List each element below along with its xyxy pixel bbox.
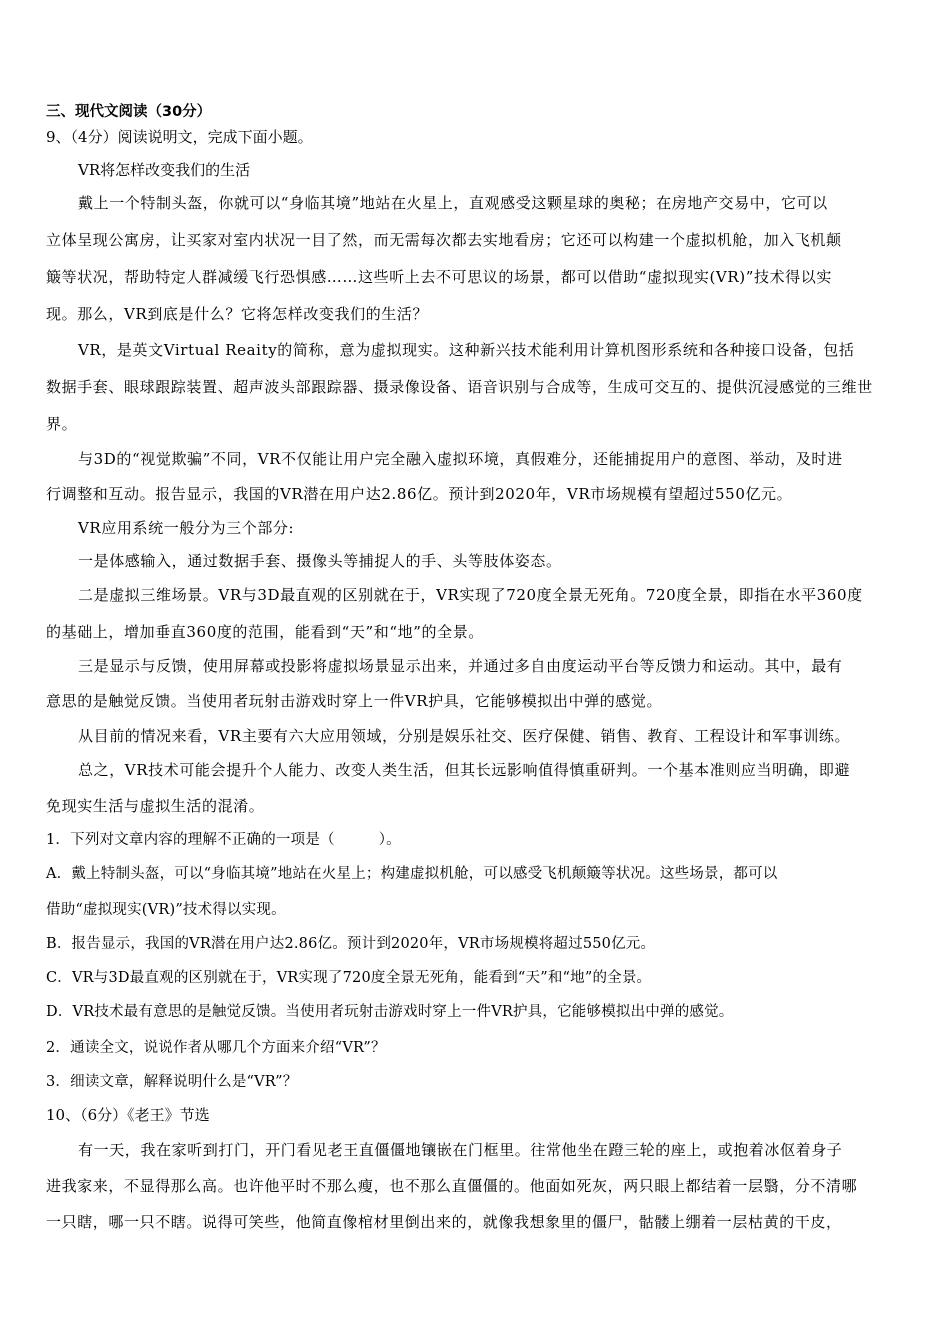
article-line: 簸等状况，帮助特定人群减缓飞行恐惧感……这些听上去不可思议的场景，都可以借助“虚拟现实(VR)”技术得以实 xyxy=(46,268,832,286)
q10-header: 10、（6分）《老王》节选 xyxy=(46,1106,210,1124)
option-c: C．VR与3D最直观的区别就在于，VR实现了720度全景无死角，能看到“天”和“地”的全景。 xyxy=(46,970,652,986)
option-d: D．VR技术最有意思的是触觉反馈。当使用者玩射击游戏时穿上一件VR护具，它能够模拟出中弹的感觉。 xyxy=(46,1004,734,1020)
article-line: 戴上一个特制头盔，你就可以“身临其境”地站在火星上，直观感受这颗星球的奥秘；在房地产交易中，它可以 xyxy=(78,194,828,212)
article-line: 意思的是触觉反馈。当使用者玩射击游戏时穿上一件VR护具，它能够模拟出中弹的感觉。 xyxy=(46,692,663,710)
article-line: 免现实生活与虚拟生活的混淆。 xyxy=(46,797,265,815)
sub-question-1 xyxy=(46,829,401,851)
article-line: 界。 xyxy=(46,415,78,433)
article-line: 现。那么，VR到底是什么？它将怎样改变我们的生活？ xyxy=(46,305,429,323)
sub-question-1-stem: 1．下列对文章内容的理解不正确的一项是（ xyxy=(46,832,335,848)
sub-question-3: 3．细读文章，解释说明什么是“VR”？ xyxy=(46,1074,298,1090)
article-line: 数据手套、眼球跟踪装置、超声波头部跟踪器、摄录像设备、语音识别与合成等，生成可交互的、提供沉浸感觉的三维世 xyxy=(46,378,873,396)
article-line: VR应用系统一般分为三个部分: xyxy=(78,519,295,537)
excerpt-line: 有一天，我在家听到打门，开门看见老王直僵僵地镶嵌在门框里。往常他坐在蹬三轮的座上，或抱着冰伛着身子 xyxy=(78,1141,843,1159)
article-line: 三是显示与反馈，使用屏幕或投影将虚拟场景显示出来，并通过多自由度运动平台等反馈力和运动。其中，最有 xyxy=(78,657,843,675)
article-line: VR，是英文Virtual Reaity的简称，意为虚拟现实。这种新兴技术能利用计算机图形系统和各种接口设备，包括 xyxy=(78,341,855,359)
article-line: 一是体感输入，通过数据手套、摄像头等捕捉人的手、头等肢体姿态。 xyxy=(78,552,562,570)
sub-question-1-stem-end: ）。 xyxy=(378,832,401,848)
option-b: B．报告显示，我国的VR潜在用户达2.86亿。预计到2020年，VR市场规模将超过550亿元。 xyxy=(46,936,656,952)
article-line: 总之，VR技术可能会提升个人能力、改变人类生活，但其长远影响值得慎重研判。一个基本准则应当明确，即避 xyxy=(78,761,851,779)
article-line: 的基础上，增加垂直360度的范围，能看到“天”和“地”的全景。 xyxy=(46,623,484,641)
excerpt-line: 进我家来，不显得那么高。也许他平时不那么瘦，也不那么直僵僵的。他面如死灰，两只眼上都结着一层翳，分不清哪 xyxy=(46,1177,858,1195)
option-a-cont: 借助“虚拟现实(VR)”技术得以实现。 xyxy=(46,902,286,918)
option-a: A．戴上特制头盔，可以“身临其境”地站在火星上；构建虚拟机舱，可以感受飞机颠簸等状况。这些场景，都可以 xyxy=(46,866,778,882)
excerpt-line: 一只瞎，哪一只不瞎。说得可笑些，他简直像棺材里倒出来的，就像我想象里的僵尸，骷髅上绷着一层枯黄的干皮， xyxy=(46,1213,842,1231)
article-title: VR将怎样改变我们的生活 xyxy=(78,161,251,179)
q9-header: 9、（4分）阅读说明文，完成下面小题。 xyxy=(46,128,313,146)
sub-question-2: 2．通读全文，说说作者从哪几个方面来介绍“VR”？ xyxy=(46,1040,386,1056)
section-heading: 三、现代文阅读（30分） xyxy=(46,104,212,120)
article-line: 行调整和互动。报告显示，我国的VR潜在用户达2.86亿。预计到2020年，VR市场规模有望超过550亿元。 xyxy=(46,485,793,503)
article-line: 二是虚拟三维场景。VR与3D最直观的区别就在于，VR实现了720度全景无死角。720度全景，即指在水平360度 xyxy=(78,586,863,604)
article-line: 与3D的“视觉欺骗”不同，VR不仅能让用户完全融入虚拟环境，真假难分，还能捕捉用户的意图、举动，及时进 xyxy=(78,450,843,468)
article-line: 立体呈现公寓房，让买家对室内状况一目了然，而无需每次都去实地看房；它还可以构建一个虚拟机舱，加入飞机颠 xyxy=(46,231,842,249)
article-line: 从目前的情况来看，VR主要有六大应用领域，分别是娱乐社交、医疗保健、销售、教育、工程设计和军事训练。 xyxy=(78,727,851,745)
